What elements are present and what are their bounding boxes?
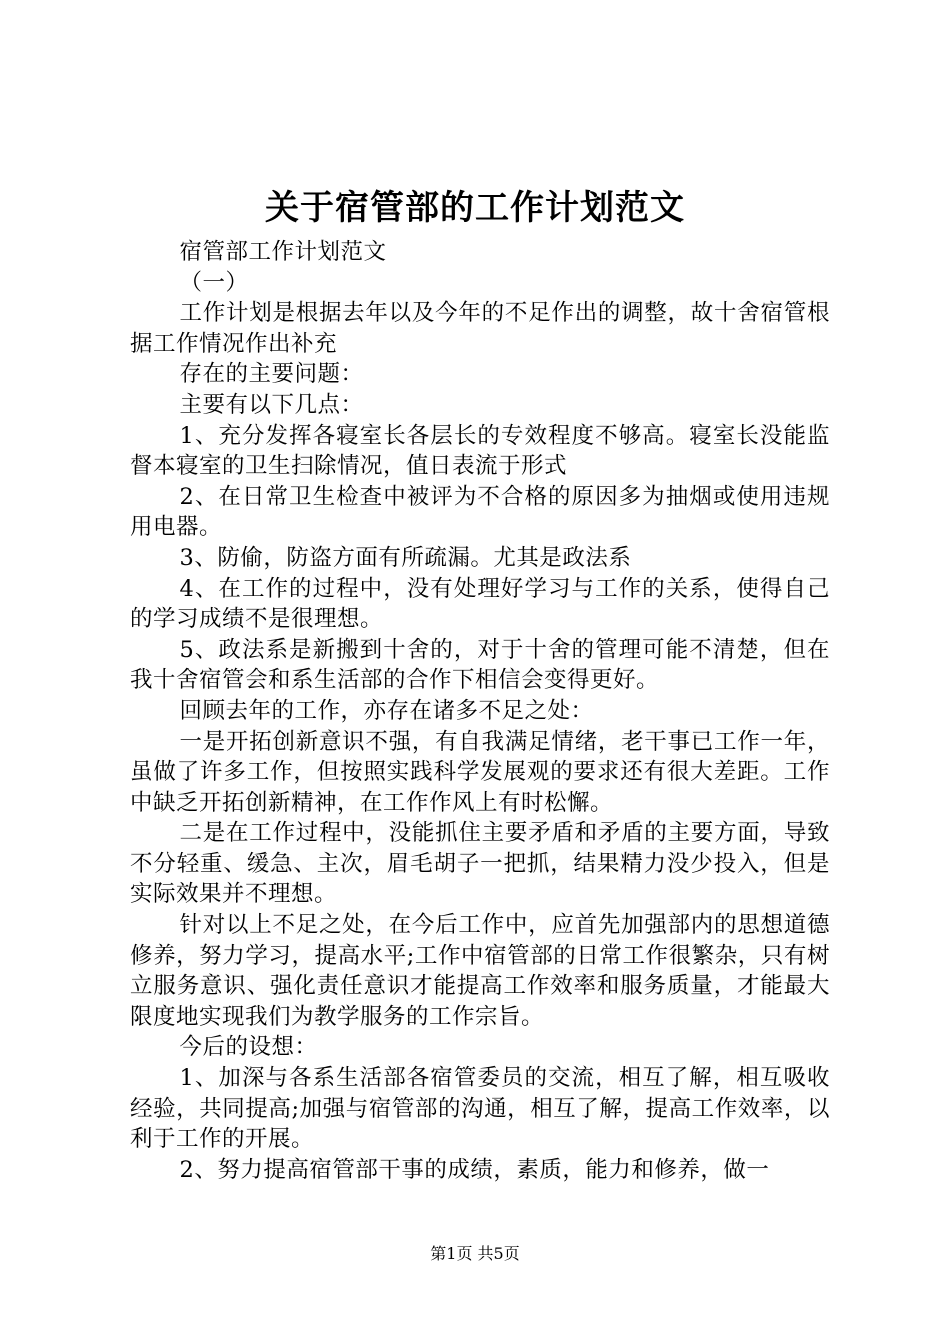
- paragraph-point-1: 1、充分发挥各寝室长各层长的专效程度不够高。寝室长没能监督本寝室的卫生扫除情况，值日表流于形式: [130, 422, 830, 480]
- document-body: [130, 237, 830, 1185]
- paragraph-problems-heading: 存在的主要问题：: [179, 361, 364, 388]
- paragraph-point-2: 2、在日常卫生检查中被评为不合格的原因多为抽烟或使用违规用电器。: [130, 483, 830, 541]
- paragraph-review-heading: 回顾去年的工作，亦存在诸多不足之处：: [179, 697, 594, 724]
- paragraph-improvement: 针对以上不足之处，在今后工作中，应首先加强部内的思想道德修养，努力学习，提高水平;工作中宿管部的日常工作很繁杂，只有树立服务意识、强化责任意识才能提高工作效率和服务质量，才能最大限度地实现我们为教学服务的工作宗旨。: [130, 912, 830, 1030]
- paragraph-section-marker: （一）: [179, 269, 249, 296]
- paragraph-point-4: 4、在工作的过程中，没有处理好学习与工作的关系，使得自己的学习成绩不是很理想。: [130, 575, 830, 633]
- paragraph-intro: 工作计划是根据去年以及今年的不足作出的调整，故十舍宿管根据工作情况作出补充: [130, 300, 830, 357]
- paragraph-plan-1: 1、加深与各系生活部各宿管委员的交流，相互了解，相互吸收经验，共同提高;加强与宿管部的沟通，相互了解，提高工作效率，以利于工作的开展。: [130, 1065, 830, 1153]
- paragraph-point-3: 3、防偷，防盗方面有所疏漏。尤其是政法系: [179, 544, 632, 571]
- page-number: 第1页 共5页: [430, 1244, 520, 1263]
- paragraph-point-5: 5、政法系是新搬到十舍的，对于十舍的管理可能不清楚，但在我十舍宿管会和系生活部的合作下相信会变得更好。: [130, 636, 830, 694]
- paragraph-review-2: 二是在工作过程中，没能抓住主要矛盾和矛盾的主要方面，导致不分轻重、缓急、主次，眉毛胡子一把抓，结果精力没少投入，但是实际效果并不理想。: [130, 820, 830, 908]
- paragraph-plan-2: 2、努力提高宿管部干事的成绩，素质，能力和修养，做一: [179, 1156, 770, 1183]
- document-title: 关于宿管部的工作计划范文: [265, 188, 685, 228]
- paragraph-subtitle: 宿管部工作计划范文: [179, 239, 387, 265]
- paragraph-plans-heading: 今后的设想：: [179, 1034, 318, 1061]
- paragraph-points-heading: 主要有以下几点：: [179, 391, 364, 418]
- paragraph-review-1: 一是开拓创新意识不强，有自我满足情绪，老干事已工作一年，虽做了许多工作，但按照实践科学发展观的要求还有很大差距。工作中缺乏开拓创新精神，在工作作风上有时松懈。: [130, 728, 830, 816]
